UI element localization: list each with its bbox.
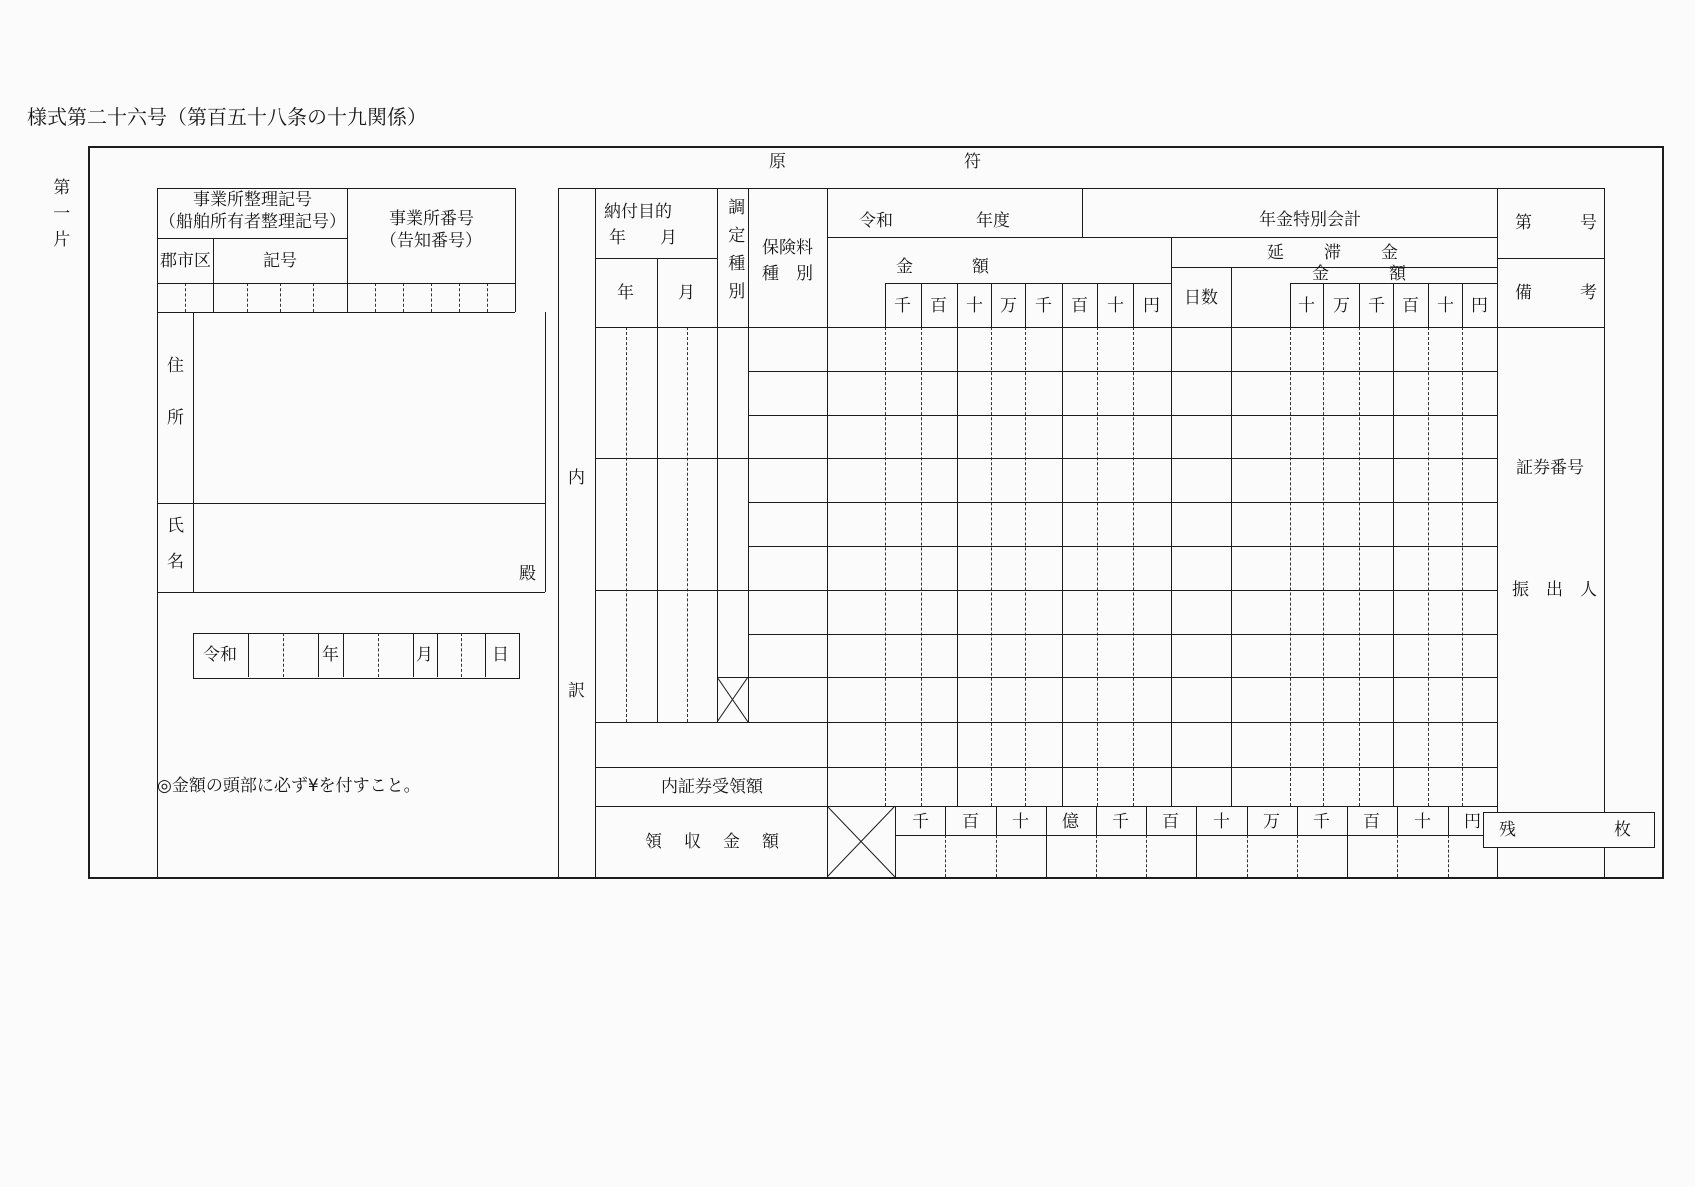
amount-nendo-label: 年度 [976, 211, 1010, 231]
dono-label: 殿 [519, 564, 536, 584]
grid-line-v [1171, 237, 1172, 806]
grid-line-v [1347, 835, 1348, 877]
date-month-label: 月 [416, 645, 433, 665]
breakdown-label-uchi: 内 [568, 468, 585, 488]
grid-line-v [945, 806, 946, 835]
grid-line-v [1359, 283, 1360, 327]
premium-type-line2: 種 別 [762, 264, 813, 284]
late-unit: 百 [1402, 296, 1419, 316]
grid-line-v-dashed [1397, 835, 1398, 877]
grid-line-v-dashed [375, 283, 376, 312]
grid-line-h [157, 503, 545, 504]
amount-unit: 千 [894, 296, 911, 316]
grid-line-v [957, 327, 958, 806]
grid-line-v [485, 633, 486, 677]
name-label-2: 名 [167, 552, 184, 572]
grid-line-h [157, 188, 515, 189]
grid-line-v-dashed [996, 835, 997, 877]
payment-purpose-title: 納付目的 [604, 202, 672, 222]
grid-line-v [318, 633, 319, 677]
grid-line-h [595, 327, 1604, 328]
grid-line-v [347, 188, 348, 312]
grid-line-h [157, 312, 515, 313]
grid-line-v [717, 188, 718, 722]
crossed-cell-icon [827, 806, 895, 877]
late-kin-label: 金 [1312, 264, 1329, 284]
grid-line-h [1497, 258, 1604, 259]
grid-line-v [413, 633, 414, 677]
late-unit: 十 [1298, 296, 1315, 316]
grid-line-v-dashed [945, 835, 946, 877]
grid-line-v [1082, 188, 1083, 237]
grid-line-v [1497, 188, 1498, 877]
remaining-mai-label: 枚 [1614, 820, 1631, 840]
amount-gaku-label: 額 [972, 257, 989, 277]
payment-sub-month: 月 [678, 283, 695, 303]
cert-number-label: 証券番号 [1516, 458, 1584, 478]
grid-line-v-dashed [991, 327, 992, 806]
date-box [193, 633, 520, 679]
grid-line-v-dashed [1428, 327, 1429, 806]
amount-unit: 百 [1071, 296, 1088, 316]
receipt-unit: 十 [1012, 812, 1029, 832]
grid-line-v [157, 188, 158, 877]
grid-line-h [157, 238, 347, 239]
crossed-cell-icon [717, 677, 748, 722]
date-era-label: 令和 [203, 645, 237, 665]
grid-line-v-dashed [283, 633, 284, 677]
grid-line-h [595, 722, 1497, 723]
late-unit: 円 [1471, 296, 1488, 316]
late-unit: 十 [1437, 296, 1454, 316]
grid-line-v [1096, 806, 1097, 835]
grid-line-v-dashed [1097, 327, 1098, 806]
cert-received-label: 内証券受領額 [661, 777, 763, 797]
grid-line-v-dashed [1133, 327, 1134, 806]
receipt-unit: 億 [1062, 812, 1079, 832]
remaining-sheets-box [1483, 812, 1655, 848]
grid-line-v [595, 188, 596, 877]
grid-line-v [1428, 283, 1429, 327]
grid-line-v [827, 188, 828, 877]
office-number-title: 事業所番号 [389, 209, 474, 229]
receipt-unit: 円 [1464, 812, 1481, 832]
receipt-unit: 百 [1363, 812, 1380, 832]
grid-line-v-dashed [1359, 327, 1360, 806]
drawer-label: 振出人 [1512, 580, 1614, 600]
grid-line-v-dashed [1146, 835, 1147, 877]
receipt-unit: 百 [962, 812, 979, 832]
grid-line-v-dashed [687, 327, 688, 722]
grid-line-h [558, 188, 1604, 189]
grid-line-v-dashed [1448, 835, 1449, 877]
grid-line-v [1448, 806, 1449, 835]
payment-sub-year: 年 [617, 283, 634, 303]
late-fee-label: 延滞金 [1267, 243, 1438, 263]
grid-line-h [717, 677, 1497, 678]
title-right-char: 符 [964, 152, 981, 172]
grid-line-v [1347, 806, 1348, 835]
grid-line-h [595, 458, 1497, 459]
grid-line-v [996, 806, 997, 835]
grid-line-v [248, 633, 249, 677]
receipt-unit: 十 [1414, 812, 1431, 832]
grid-line-v [1133, 283, 1134, 327]
receipt-unit: 千 [1313, 812, 1330, 832]
grid-line-v [1062, 327, 1063, 806]
grid-line-v [1046, 835, 1047, 877]
grid-line-v [1290, 283, 1291, 327]
grid-line-h [748, 502, 1497, 503]
grid-line-v [991, 283, 992, 327]
grid-line-v-dashed [1247, 835, 1248, 877]
days-label: 日数 [1184, 288, 1218, 308]
title-left-char: 原 [769, 152, 786, 172]
grid-line-v [1196, 806, 1197, 835]
amount-unit: 十 [1107, 296, 1124, 316]
amount-unit: 万 [1000, 296, 1017, 316]
grid-line-v [558, 188, 559, 877]
grid-line-v-dashed [885, 327, 886, 806]
grid-line-h [595, 767, 1497, 768]
remaining-zan-label: 残 [1499, 820, 1516, 840]
payment-purpose-year: 年 [609, 228, 626, 248]
grid-line-v-dashed [487, 283, 488, 312]
grid-line-v [1231, 267, 1232, 806]
amount-unit: 十 [966, 296, 983, 316]
grid-line-v [515, 188, 516, 312]
grid-line-h [748, 415, 1497, 416]
office-code-title: 事業所整理記号 [193, 190, 312, 210]
symbol-label: 記号 [263, 251, 297, 271]
grid-line-v [1247, 806, 1248, 835]
grid-line-v-dashed [185, 283, 186, 312]
grid-line-v [1046, 806, 1047, 835]
date-day-label: 日 [492, 645, 509, 665]
grid-line-v [1462, 283, 1463, 327]
name-label-1: 氏 [167, 516, 184, 536]
grid-line-v-dashed [1025, 327, 1026, 806]
receipt-amount-label: 領収金額 [645, 832, 801, 852]
grid-line-h [748, 634, 1497, 635]
grid-line-v [1297, 806, 1298, 835]
grid-line-v [895, 806, 896, 877]
address-label-1: 住 [167, 356, 184, 376]
grid-line-v-dashed [1297, 835, 1298, 877]
office-code-subtitle: （船舶所有者整理記号） [159, 212, 346, 232]
receipt-unit: 十 [1213, 812, 1230, 832]
grid-line-v [885, 283, 886, 327]
grid-line-v [343, 633, 344, 677]
breakdown-label-wake: 訳 [568, 681, 585, 701]
grid-line-v [437, 633, 438, 677]
grid-line-v [1097, 283, 1098, 327]
address-label-2: 所 [167, 408, 184, 428]
grid-line-v-dashed [921, 327, 922, 806]
grid-line-v [1393, 283, 1394, 327]
amount-unit: 千 [1035, 296, 1052, 316]
grid-line-v-dashed [403, 283, 404, 312]
grid-line-v [921, 283, 922, 327]
grid-line-h [157, 283, 515, 284]
grid-line-h [748, 371, 1497, 372]
receipt-unit: 百 [1162, 812, 1179, 832]
grid-line-h [885, 283, 1171, 284]
grid-line-v [1323, 283, 1324, 327]
grid-line-h [595, 590, 1497, 591]
footnote: ◎金額の頭部に必ず¥を付すこと。 [157, 776, 421, 796]
grid-line-v [193, 312, 194, 592]
grid-line-v [748, 188, 749, 722]
grid-line-v [1146, 806, 1147, 835]
office-number-subtitle: （告知番号） [380, 231, 482, 251]
late-gaku-label: 額 [1389, 264, 1406, 284]
grid-line-v [957, 283, 958, 327]
grid-line-v [1397, 806, 1398, 835]
receipt-unit: 千 [912, 812, 929, 832]
grid-line-v-dashed [247, 283, 248, 312]
grid-line-v [545, 312, 546, 592]
grid-line-v-dashed [626, 327, 627, 722]
remarks-bi-label: 備 [1515, 283, 1532, 303]
slip-number-label: 第一片 [49, 178, 70, 256]
pension-title: 年金特別会計 [1259, 210, 1361, 230]
form-number-caption: 様式第二十六号（第百五十八条の十九関係） [27, 105, 427, 129]
late-unit: 千 [1368, 296, 1385, 316]
grid-line-v [213, 238, 214, 312]
receipt-unit: 千 [1112, 812, 1129, 832]
payment-purpose-month: 月 [660, 228, 677, 248]
premium-type-line1: 保険料 [762, 238, 813, 258]
district-label: 郡市区 [160, 251, 211, 271]
grid-line-h [827, 237, 1497, 238]
grid-line-v [1604, 188, 1605, 877]
amount-era-label: 令和 [859, 211, 893, 231]
receipt-unit: 万 [1263, 812, 1280, 832]
assessment-type-label: 調定種別 [724, 198, 745, 310]
grid-line-v-dashed [1096, 835, 1097, 877]
grid-line-v-dashed [459, 283, 460, 312]
number-dai-label: 第 [1515, 213, 1532, 233]
late-unit: 万 [1333, 296, 1350, 316]
remarks-kou-label: 考 [1580, 283, 1597, 303]
grid-line-h [748, 546, 1497, 547]
amount-kin-label: 金 [896, 257, 913, 277]
number-go-label: 号 [1580, 213, 1597, 233]
grid-line-v-dashed [431, 283, 432, 312]
grid-line-h [157, 592, 545, 593]
date-year-label: 年 [322, 645, 339, 665]
grid-line-v [1393, 327, 1394, 806]
amount-unit: 円 [1143, 296, 1160, 316]
grid-line-v-dashed [1323, 327, 1324, 806]
grid-line-v-dashed [461, 633, 462, 677]
grid-line-v-dashed [313, 283, 314, 312]
grid-line-v-dashed [378, 633, 379, 677]
grid-line-v-dashed [1290, 327, 1291, 806]
grid-line-v [1196, 835, 1197, 877]
grid-line-v [1025, 283, 1026, 327]
grid-line-h [1171, 267, 1497, 268]
amount-unit: 百 [930, 296, 947, 316]
grid-line-v [1062, 283, 1063, 327]
grid-line-v-dashed [1462, 327, 1463, 806]
grid-line-h [595, 258, 717, 259]
grid-line-v-dashed [280, 283, 281, 312]
